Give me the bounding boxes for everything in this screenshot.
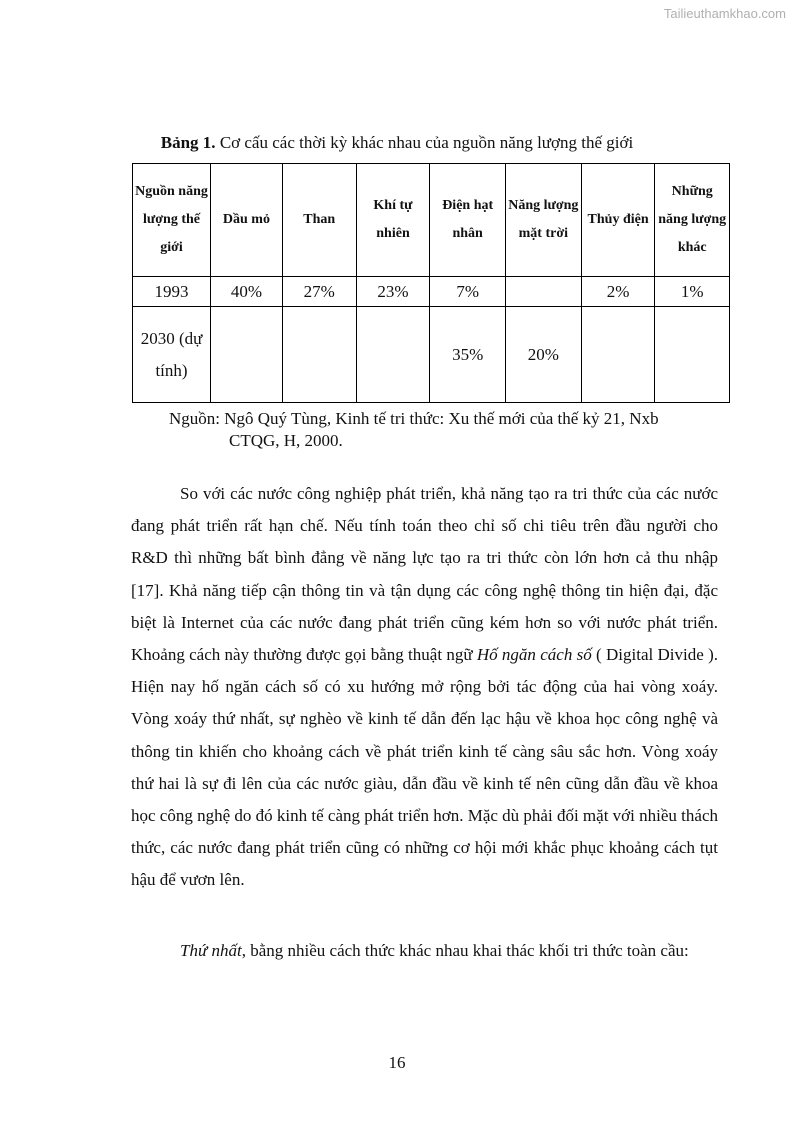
term-italic: Thứ nhất [180, 941, 242, 960]
table-cell: 2% [581, 277, 655, 307]
table-row [133, 307, 730, 403]
header-cell: Nguồn năng lượng thế giới [133, 164, 211, 277]
table-source [169, 408, 721, 452]
caption-text: Cơ cấu các thời kỳ khác nhau của nguồn năng lượng thế giới [215, 133, 634, 152]
source-line: CTQG, H, 2000. [229, 431, 343, 450]
table-cell [282, 307, 356, 403]
table-cell [655, 307, 730, 403]
term-italic: Hố ngăn cách số [476, 645, 592, 665]
paragraph-text: ( Digital Divide ). Hiện nay hố ngăn cách số có xu hướng mở rộng bởi tác động của hai vòng xoáy. Vòng xoáy thứ nhất, sự nghèo về kinh tế dẫn đến lạc hậu về khoa học công nghệ và thông tin khiến cho khoảng cách về phát triển kinh tế càng sâu sắc hơn. Vòng xoáy thứ hai là sự đi lên của các nước giàu, dẫn đầu về kinh tế nên cũng dẫn đầu về khoa học công nghệ do đó kinh tế càng phát triển hơn. Mặc dù phải đối mặt với nhiều thách thức, các nước đang phát triển cũng có những cơ hội mới khắc phục khoảng cách tụt hậu để vươn lên. [131, 645, 719, 890]
table-cell: 1% [655, 277, 730, 307]
table-cell: 23% [356, 277, 430, 307]
source-line: Nguồn: Ngô Quý Tùng, Kinh tế tri thức: Xu thế mới của thế kỷ 21, Nxb [169, 409, 659, 428]
header-cell: Thủy điện [581, 164, 655, 277]
body-paragraph [131, 478, 718, 897]
table-row [133, 277, 730, 307]
page-number: 16 [388, 1053, 406, 1072]
table-cell: 35% [430, 307, 506, 403]
body-paragraph [131, 935, 718, 967]
header-cell: Năng lượng mặt trời [505, 164, 581, 277]
paragraph-text: So với các nước công nghiệp phát triển, khả năng tạo ra tri thức của các nước đang phát triển rất hạn chế. Nếu tính toán theo chỉ số chi tiêu trên đầu người cho R&D thì những bất bình đẳng về năng lực tạo ra tri thức còn lớn hơn cả thu nhập [17]. Khả năng tiếp cận thông tin và tận dụng các công nghệ thông tin hiện đại, đặc biệt là Internet của các nước đang phát triển cũng kém hơn so với nước phát triển. Khoảng cách này thường được gọi bằng thuật ngữ [131, 484, 718, 665]
header-cell: Khí tự nhiên [356, 164, 430, 277]
caption-label: Bảng 1. [160, 133, 216, 152]
watermark: Tailieuthamkhao.com [663, 6, 786, 21]
header-cell: Than [282, 164, 356, 277]
table-cell: 1993 [133, 277, 211, 307]
table-cell: 7% [430, 277, 506, 307]
header-cell: Dầu mỏ [211, 164, 283, 277]
table-cell: 20% [505, 307, 581, 403]
table-cell [356, 307, 430, 403]
table-cell [505, 277, 581, 307]
energy-structure-table [132, 163, 730, 403]
header-cell: Điện hạt nhân [430, 164, 506, 277]
header-cell: Những năng lượng khác [655, 164, 730, 277]
paragraph-text: , bằng nhiều cách thức khác nhau khai thác khối tri thức toàn cầu: [241, 941, 689, 960]
table-header-row [133, 164, 730, 277]
table-caption [0, 133, 794, 153]
table-cell [211, 307, 283, 403]
table-cell [581, 307, 655, 403]
table-cell: 40% [211, 277, 283, 307]
table-cell: 2030 (dự tính) [133, 307, 211, 403]
table-cell: 27% [282, 277, 356, 307]
